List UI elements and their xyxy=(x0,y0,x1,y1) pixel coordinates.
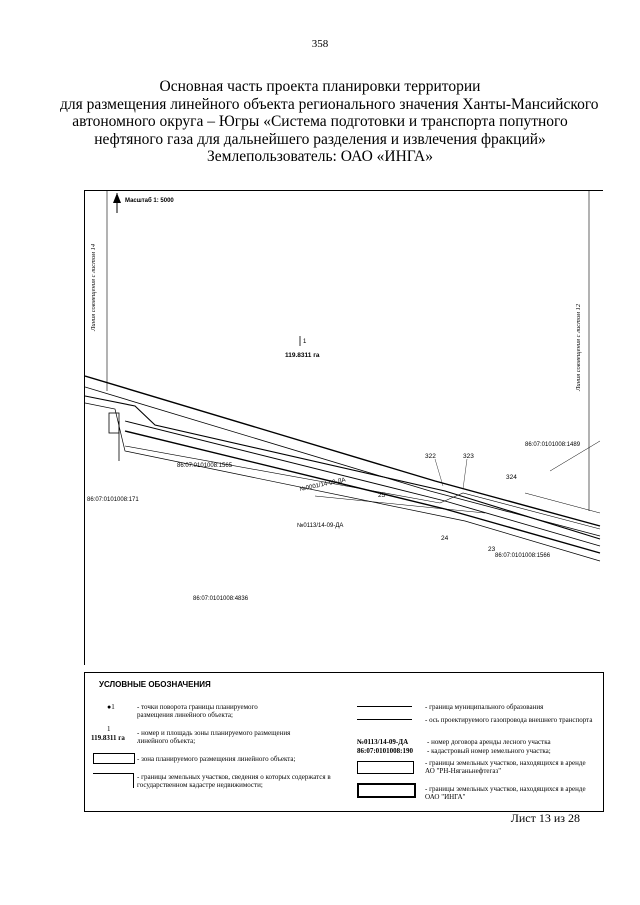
legend-rn-swatch xyxy=(357,761,414,774)
point-label: 322 xyxy=(425,453,436,460)
legend-contract-sample: №0113/14-09-ДА xyxy=(357,738,409,746)
zone-number: 1 xyxy=(303,339,307,345)
title-line: автономного округа – Югры «Система подготовки и транспорта попутного xyxy=(72,113,568,130)
title-line: Землепользователь: ОАО «ИНГА» xyxy=(207,148,433,165)
title-line: для размещения линейного объекта регионального значения Ханты-Мансийского xyxy=(60,95,599,113)
legend-zone-swatch xyxy=(93,753,135,764)
contract-label: №0001/14-09-ДА xyxy=(299,477,347,493)
point-leader xyxy=(463,459,467,489)
legend-parcel-sample: 86:07:0101008:190 xyxy=(357,747,413,755)
parcel-label: 86:07:0101008:1489 xyxy=(525,442,581,448)
legend-item: - граница муниципального образования xyxy=(425,703,544,711)
corridor-lines xyxy=(85,376,600,561)
match-line-left: Линия совмещения с листом 14 xyxy=(90,243,97,331)
legend-item: - границы земельных участков, находящихся в аренде ОАО "ИНГА" xyxy=(425,785,586,801)
legend-item: - кадастровый номер земельного участка; xyxy=(427,747,551,755)
legend-zone-number: 1 xyxy=(107,725,111,733)
map-drawing xyxy=(85,191,603,665)
site-feature xyxy=(109,413,119,433)
legend-parcel-swatch xyxy=(93,773,134,788)
title-line: Основная часть проекта планировки территории xyxy=(159,78,481,95)
legend-item: - границы земельных участков, находящихся в аренде АО "РН-Няганьнефтегаз" xyxy=(425,759,586,775)
legend-item: - границы земельных участков, сведения о которых содержатся в государственном кадастре недвижимости; xyxy=(137,773,331,789)
legend-zone-area: 119.8311 га xyxy=(91,734,125,742)
contract-label: №0113/14-09-ДА xyxy=(297,523,344,529)
legend-item: - зона планируемого размещения линейного объекта; xyxy=(137,755,296,763)
parcel-label: 86:07:0101008:4836 xyxy=(193,596,249,602)
page-number: 358 xyxy=(311,38,329,50)
document-title xyxy=(60,78,599,166)
legend-item: - номер и площадь зоны планируемого размещения линейного объекта; xyxy=(137,729,291,745)
parcel-label: 86:07:0101008:1566 xyxy=(495,553,551,559)
legend-item: - номер договора аренды лесного участка xyxy=(427,738,551,746)
parcel-label: 86:07:0101008:1565 xyxy=(177,463,233,469)
legend-inga-swatch xyxy=(357,783,416,798)
scale-label: Масштаб 1: 5000 xyxy=(125,198,174,204)
map-frame xyxy=(84,190,603,665)
legend-title: УСЛОВНЫЕ ОБОЗНАЧЕНИЯ xyxy=(99,680,211,689)
legend-item: - точки поворота границы планируемого размещения линейного объекта; xyxy=(137,703,258,719)
parcel-label: 86:07:0101008:171 xyxy=(87,497,139,503)
legend-point-symbol: ●1 xyxy=(107,703,115,711)
corridor-line xyxy=(125,421,600,546)
legend-municipal-line xyxy=(357,706,412,707)
legend-item: - ось проектируемого газопровода внешнего транспорта xyxy=(425,716,593,724)
corridor-line xyxy=(125,431,600,553)
title-line: нефтяного газа для дальнейшего разделения и извлечения фракций» xyxy=(94,130,546,148)
point-label: 25 xyxy=(378,492,386,499)
legend xyxy=(84,672,604,812)
legend-axis-line xyxy=(357,719,412,720)
corridor-line xyxy=(85,396,600,539)
point-label: 23 xyxy=(488,546,496,553)
corridor-line xyxy=(85,376,600,526)
point-label: 324 xyxy=(506,474,517,481)
zone-area: 119.8311 га xyxy=(285,352,320,359)
point-label: 24 xyxy=(441,535,449,542)
corridor-line xyxy=(85,387,600,536)
sheet-number: Лист 13 из 28 xyxy=(510,811,580,825)
match-line-right: Линия совмещения с листом 12 xyxy=(575,303,582,391)
point-label: 323 xyxy=(463,453,474,460)
